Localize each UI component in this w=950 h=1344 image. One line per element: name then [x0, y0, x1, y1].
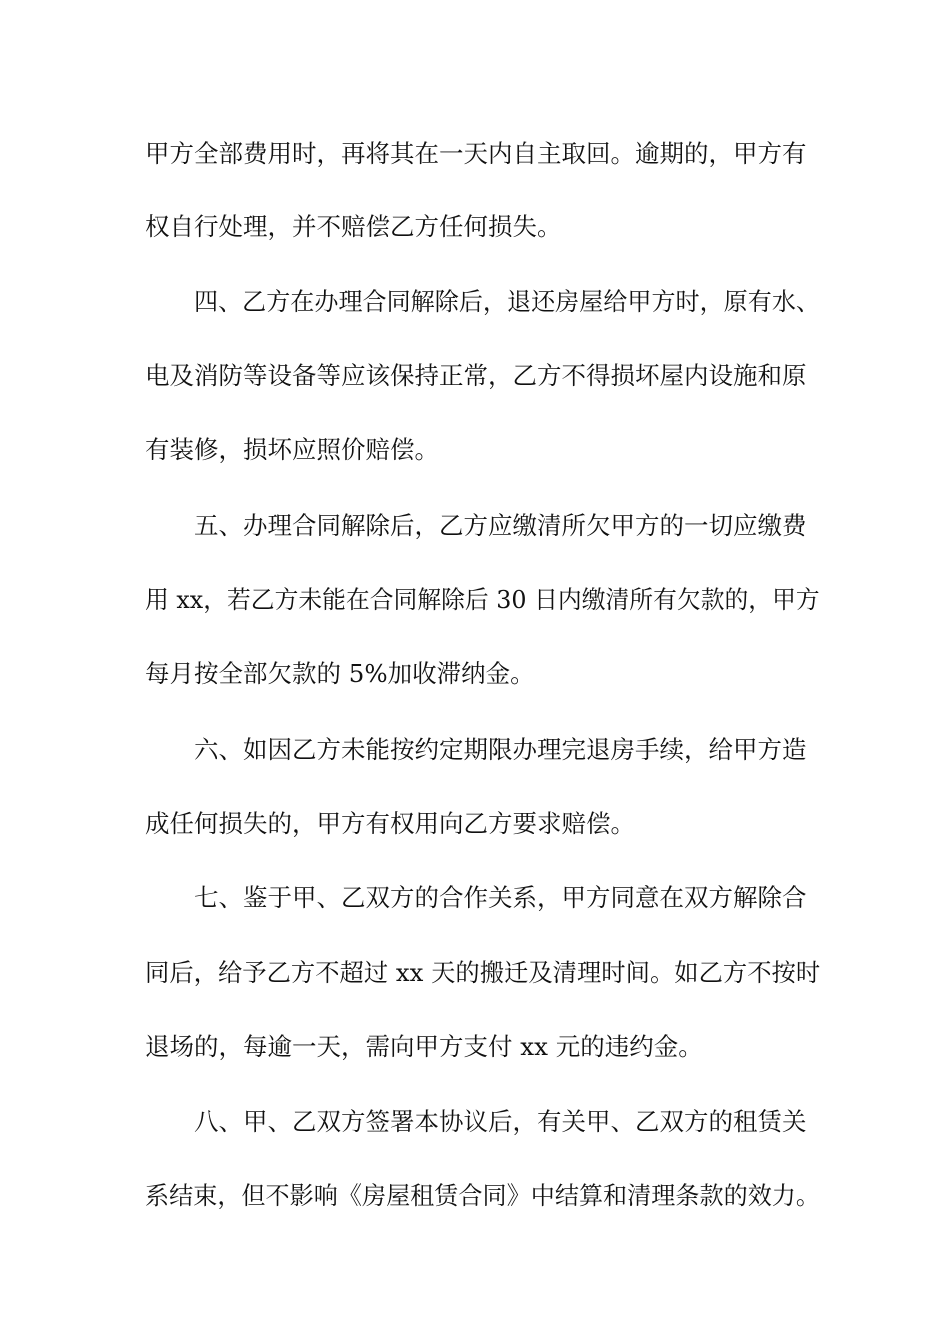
clause-4-line: 四、乙方在办理合同解除后，退还房屋给甲方时，原有水、 [194, 287, 820, 316]
text-line: 每月按全部欠款的 5%加收滞纳金。 [145, 659, 535, 688]
clause-8-line: 八、甲、乙双方签署本协议后，有关甲、乙双方的租赁关 [194, 1107, 807, 1136]
text-line: 有装修，损坏应照价赔偿。 [145, 435, 439, 464]
text-line: 退场的，每逾一天，需向甲方支付 xx 元的违约金。 [145, 1032, 703, 1061]
text-line: 成任何损失的，甲方有权用向乙方要求赔偿。 [145, 809, 635, 838]
text-line: 系结束，但不影响《房屋租赁合同》中结算和清理条款的效力。 [145, 1181, 821, 1210]
clause-7-line: 七、鉴于甲、乙双方的合作关系，甲方同意在双方解除合 [194, 883, 807, 912]
clause-5-line: 五、办理合同解除后，乙方应缴清所欠甲方的一切应缴费 [194, 511, 807, 540]
text-line: 用 xx，若乙方未能在合同解除后 30 日内缴清所有欠款的，甲方 [145, 585, 820, 614]
text-line: 权自行处理，并不赔偿乙方任何损失。 [145, 212, 562, 241]
clause-6-line: 六、如因乙方未能按约定期限办理完退房手续，给甲方造 [194, 735, 807, 764]
text-line: 同后，给予乙方不超过 xx 天的搬迁及清理时间。如乙方不按时 [145, 958, 821, 987]
text-line: 电及消防等设备等应该保持正常，乙方不得损坏屋内设施和原 [145, 361, 807, 390]
text-line: 甲方全部费用时，再将其在一天内自主取回。逾期的，甲方有 [145, 139, 807, 168]
